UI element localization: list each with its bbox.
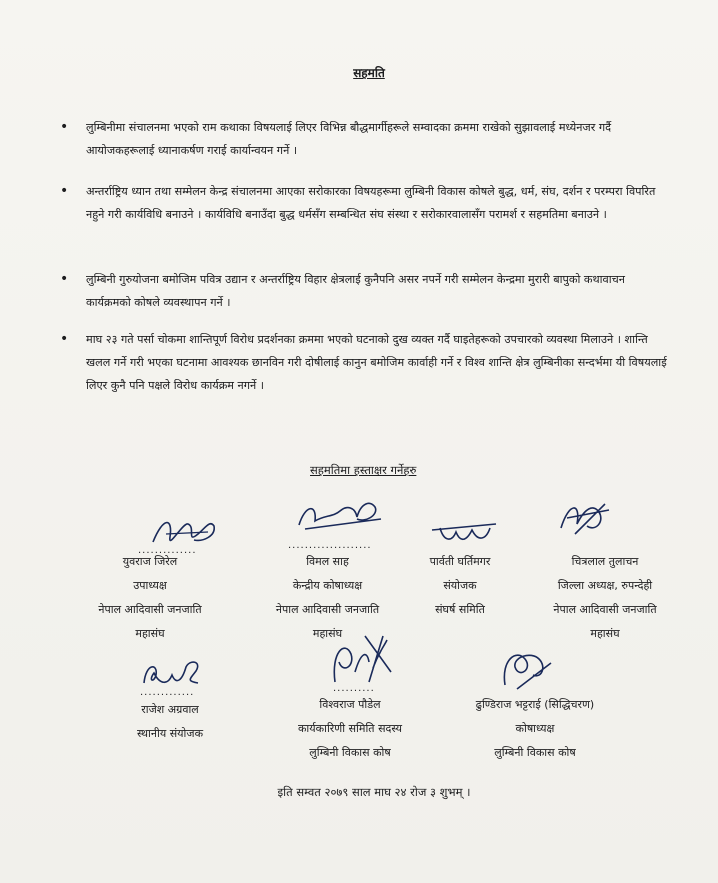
bullet-icon: • — [60, 271, 69, 287]
signature-dhundiraj-icon — [497, 645, 557, 693]
signer-organization: नेपाल आदिवासी जनजाति — [98, 603, 202, 616]
signer-name: राजेश अग्रवाल — [141, 703, 199, 716]
agreement-point-3 — [60, 268, 670, 314]
bullet-icon: • — [60, 331, 69, 347]
signer-organization: नेपाल आदिवासी जनजाति — [553, 603, 657, 616]
agreement-point-1 — [60, 116, 670, 162]
signer-role: कोषाध्यक्ष — [515, 722, 555, 735]
agreement-point-text: लुम्बिनी गुरुयोजना बमोजिम पवित्र उद्यान र अन्तर्राष्ट्रिय विहार क्षेत्रलाई कुनैपनि असर नपर्ने गरी सम्मेलन केन्द्रमा मुरारी बापुको कथावाचन कार्यक्रमको कोषले व्यवस्थापन गर्ने । — [86, 273, 625, 309]
bullet-icon: • — [60, 119, 69, 135]
agreement-point-text: लुम्बिनीमा संचालनमा भएको राम कथाका विषयलाई लिएर विभिन्न बौद्धमार्गीहरूले सम्वादका क्रममा राखेको सुझावलाई मध्येनजर गर्दै आयोजकहरूलाई ध्यानाकर्षण गराई कार्यान्वयन गर्ने । — [86, 121, 612, 157]
bullet-icon: • — [60, 183, 69, 199]
signer-name: ढुण्डिराज भट्टराई (सिद्धिचरण) — [475, 698, 595, 711]
agreement-point-text: अन्तर्राष्ट्रिय ध्यान तथा सम्मेलन केन्द्र संचालनमा आएका सरोकारका विषयहरूमा लुम्बिनी विकास कोषले बुद्ध, धर्म, संघ, दर्शन र परम्परा विपरित नहुने गरी कार्यविधि बनाउने । कार्यविधि बनाउँदा बुद्ध धर्मसँग सम्बन्धित संघ संस्था र सरोकारवालासँग परामर्श र सहमतिमा बनाउने । — [86, 185, 656, 221]
signer-role: केन्द्रीय कोषाध्यक्ष — [292, 579, 363, 592]
signer-role: कार्यकारिणी समिति सदस्य — [297, 722, 403, 735]
signature-chitralal-icon — [555, 498, 615, 540]
agreement-point-2 — [60, 180, 670, 226]
signer-organization: लुम्बिनी विकास कोष — [309, 746, 391, 759]
signature-line: ............. — [140, 687, 195, 698]
closing-date-line: इति सम्वत २०७९ साल माघ २४ रोज ३ शुभम् । — [277, 785, 471, 799]
signer-organization: संघर्ष समिति — [435, 603, 485, 616]
signer-rajesh-agrawal — [95, 698, 245, 746]
signature-line: .............. — [138, 545, 197, 556]
signature-line: .......... — [333, 683, 375, 694]
signer-role: उपाध्यक्ष — [133, 579, 167, 592]
signature-line: .................... — [288, 540, 372, 551]
signer-bishwaraj-paudel — [270, 693, 430, 765]
signer-chitralal-tulachan — [520, 550, 690, 646]
signer-organization: लुम्बिनी विकास कोष — [494, 746, 576, 759]
signer-name: विमल साह — [306, 555, 349, 568]
signer-role: स्थानीय संयोजक — [136, 727, 204, 740]
signer-name: चित्रलाल तुलाचन — [571, 555, 639, 568]
signer-bimal-sah — [245, 550, 410, 646]
signature-rajesh-icon — [140, 655, 210, 691]
signer-dhundiraj-bhattarai — [440, 693, 630, 765]
signatures-heading: सहमतिमा हस्ताक्षर गर्नेहरु — [310, 463, 417, 477]
signer-yubaraj-jirel — [40, 550, 260, 646]
signer-name: युवराज जिरेल — [122, 555, 178, 568]
signer-parbati-ghartimagar — [400, 550, 520, 622]
signer-organization: महासंघ — [590, 627, 620, 640]
agreement-point-4 — [60, 328, 670, 397]
agreement-point-text: माघ २३ गते पर्सा चोकमा शान्तिपूर्ण विरोध प्रदर्शनका क्रममा भएको घटनाको दुख व्यक्त गर्दै घाइतेहरूको उपचारको व्यवस्था मिलाउने । शान्ति खलल गर्ने गरी भएका घटनामा आवश्यक छानविन गरी दोषीलाई कानुन बमोजिम कार्वाही गर्ने र विश्व शान्ति क्षेत्र लुम्बिनीका सन्दर्भमा यी विषयलाई लिएर कुनै पनि पक्षले विरोध कार्यक्रम नगर्ने । — [86, 333, 667, 392]
signer-organization: महासंघ — [135, 627, 165, 640]
signer-role: जिल्ला अध्यक्ष, रुपन्देही — [557, 579, 653, 592]
signer-role: संयोजक — [443, 579, 477, 592]
signer-name: पार्वती घर्तिमगर — [429, 555, 491, 568]
signature-parbati-icon — [430, 518, 500, 548]
signer-name: विश्वराज पौडेल — [319, 698, 381, 711]
signer-organization: महासंघ — [312, 627, 343, 640]
document-title: सहमति — [353, 66, 385, 80]
signature-bimal-icon — [295, 495, 385, 535]
signer-organization: नेपाल आदिवासी जनजाति — [275, 603, 380, 616]
